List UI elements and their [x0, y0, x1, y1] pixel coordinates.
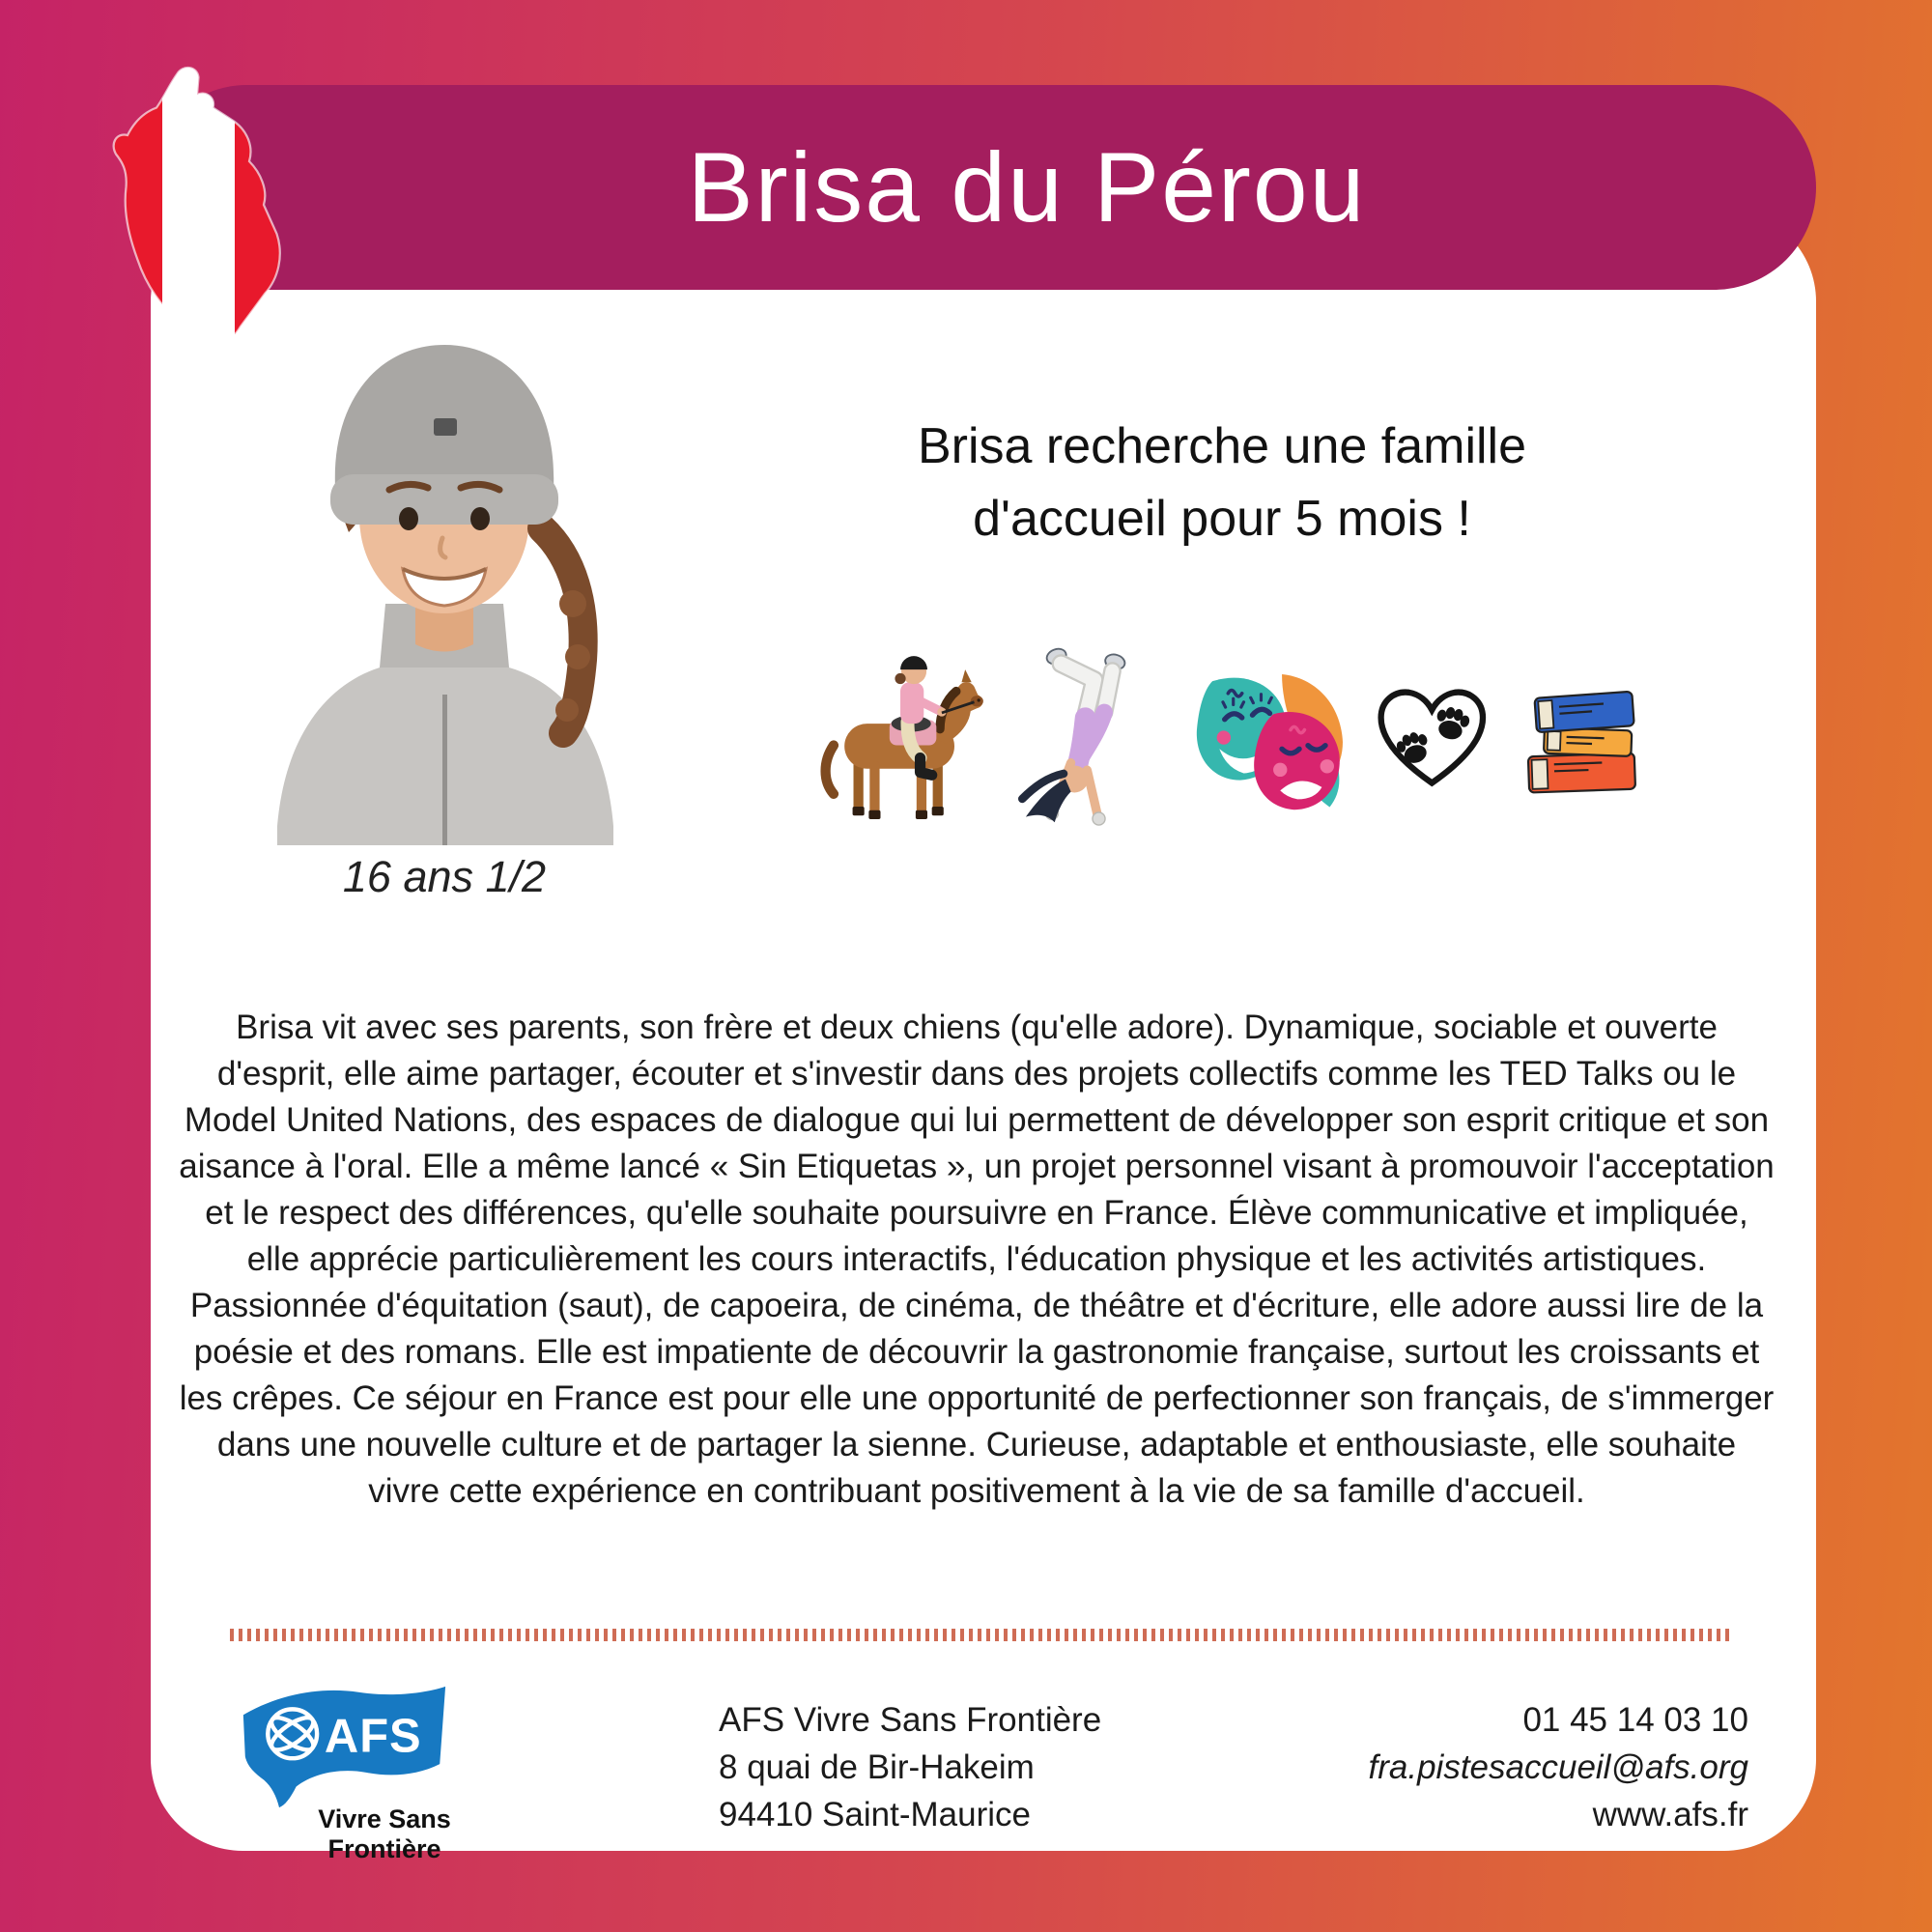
- age-caption: 16 ans 1/2: [342, 852, 547, 901]
- bio-paragraph: Brisa vit avec ses parents, son frère et deux chiens (qu'elle adore). Dynamique, sociable et ouverte d'esprit, elle aime partager, écouter et s'investir dans des projets collectifs comme les TED Talks ou le Model United Nations, des espaces de dialogue qui lui permettent de développer son esprit critique et son aisance à l'oral. Elle a même lancé « Sin Etiquetas », un projet personnel visant à promouvoir l'acceptation et le respect des différences, qu'elle souhaite poursuivre en France. Élève communicative et impliquée, elle apprécie particulièrement les cours interactifs, l'éducation physique et les activités artistiques. Passionnée d'équitation (saut), de capoeira, de cinéma, de théâtre et d'écriture, elle adore aussi lire de la poésie et des romans. Elle est impatiente de découvrir la gastronomie française, surtout les croissants et les crêpes. Ce séjour en France est pour elle une opportunité de perfectionner son français, de s'immerger dans une nouvelle culture et de partager la sienne. Curieuse, adaptable et enthousiaste, elle souhaite vivre cette expérience en contribuant positivement à la vie de sa famille d'accueil.: [179, 1009, 1775, 1510]
- afs-tagline-line1: Vivre Sans: [318, 1804, 451, 1833]
- afs-acronym: AFS: [324, 1710, 422, 1763]
- capoeira-icon: [1011, 635, 1147, 842]
- student-photo: [217, 285, 671, 845]
- headline-line2: d'accueil pour 5 mois !: [973, 491, 1471, 548]
- website-url: www.afs.fr: [1592, 1796, 1748, 1833]
- address-city: 94410 Saint-Maurice: [719, 1796, 1031, 1833]
- footer-address: [719, 1696, 1101, 1838]
- headline: [821, 411, 1623, 556]
- afs-logo: [230, 1683, 457, 1810]
- dotted-divider: [230, 1629, 1733, 1641]
- heart-paw-prints-icon: [1369, 675, 1495, 803]
- email-address: fra.pistesaccueil@afs.org: [1368, 1748, 1748, 1786]
- afs-tagline-line2: Frontière: [327, 1834, 441, 1864]
- afs-tagline: [307, 1804, 462, 1864]
- footer-contact: [1208, 1696, 1748, 1838]
- book-stack-icon: [1510, 669, 1647, 808]
- headline-line1: Brisa recherche une famille: [917, 418, 1527, 474]
- interests-icon-row: [807, 630, 1647, 847]
- horseback-riding-icon: [807, 637, 996, 841]
- page-title: Brisa du Pérou: [687, 131, 1367, 242]
- phone-number: 01 45 14 03 10: [1522, 1701, 1748, 1739]
- address-org: AFS Vivre Sans Frontière: [719, 1701, 1102, 1739]
- title-banner: [145, 85, 1816, 290]
- address-street: 8 quai de Bir-Hakeim: [719, 1748, 1035, 1786]
- theater-masks-icon: [1162, 644, 1353, 833]
